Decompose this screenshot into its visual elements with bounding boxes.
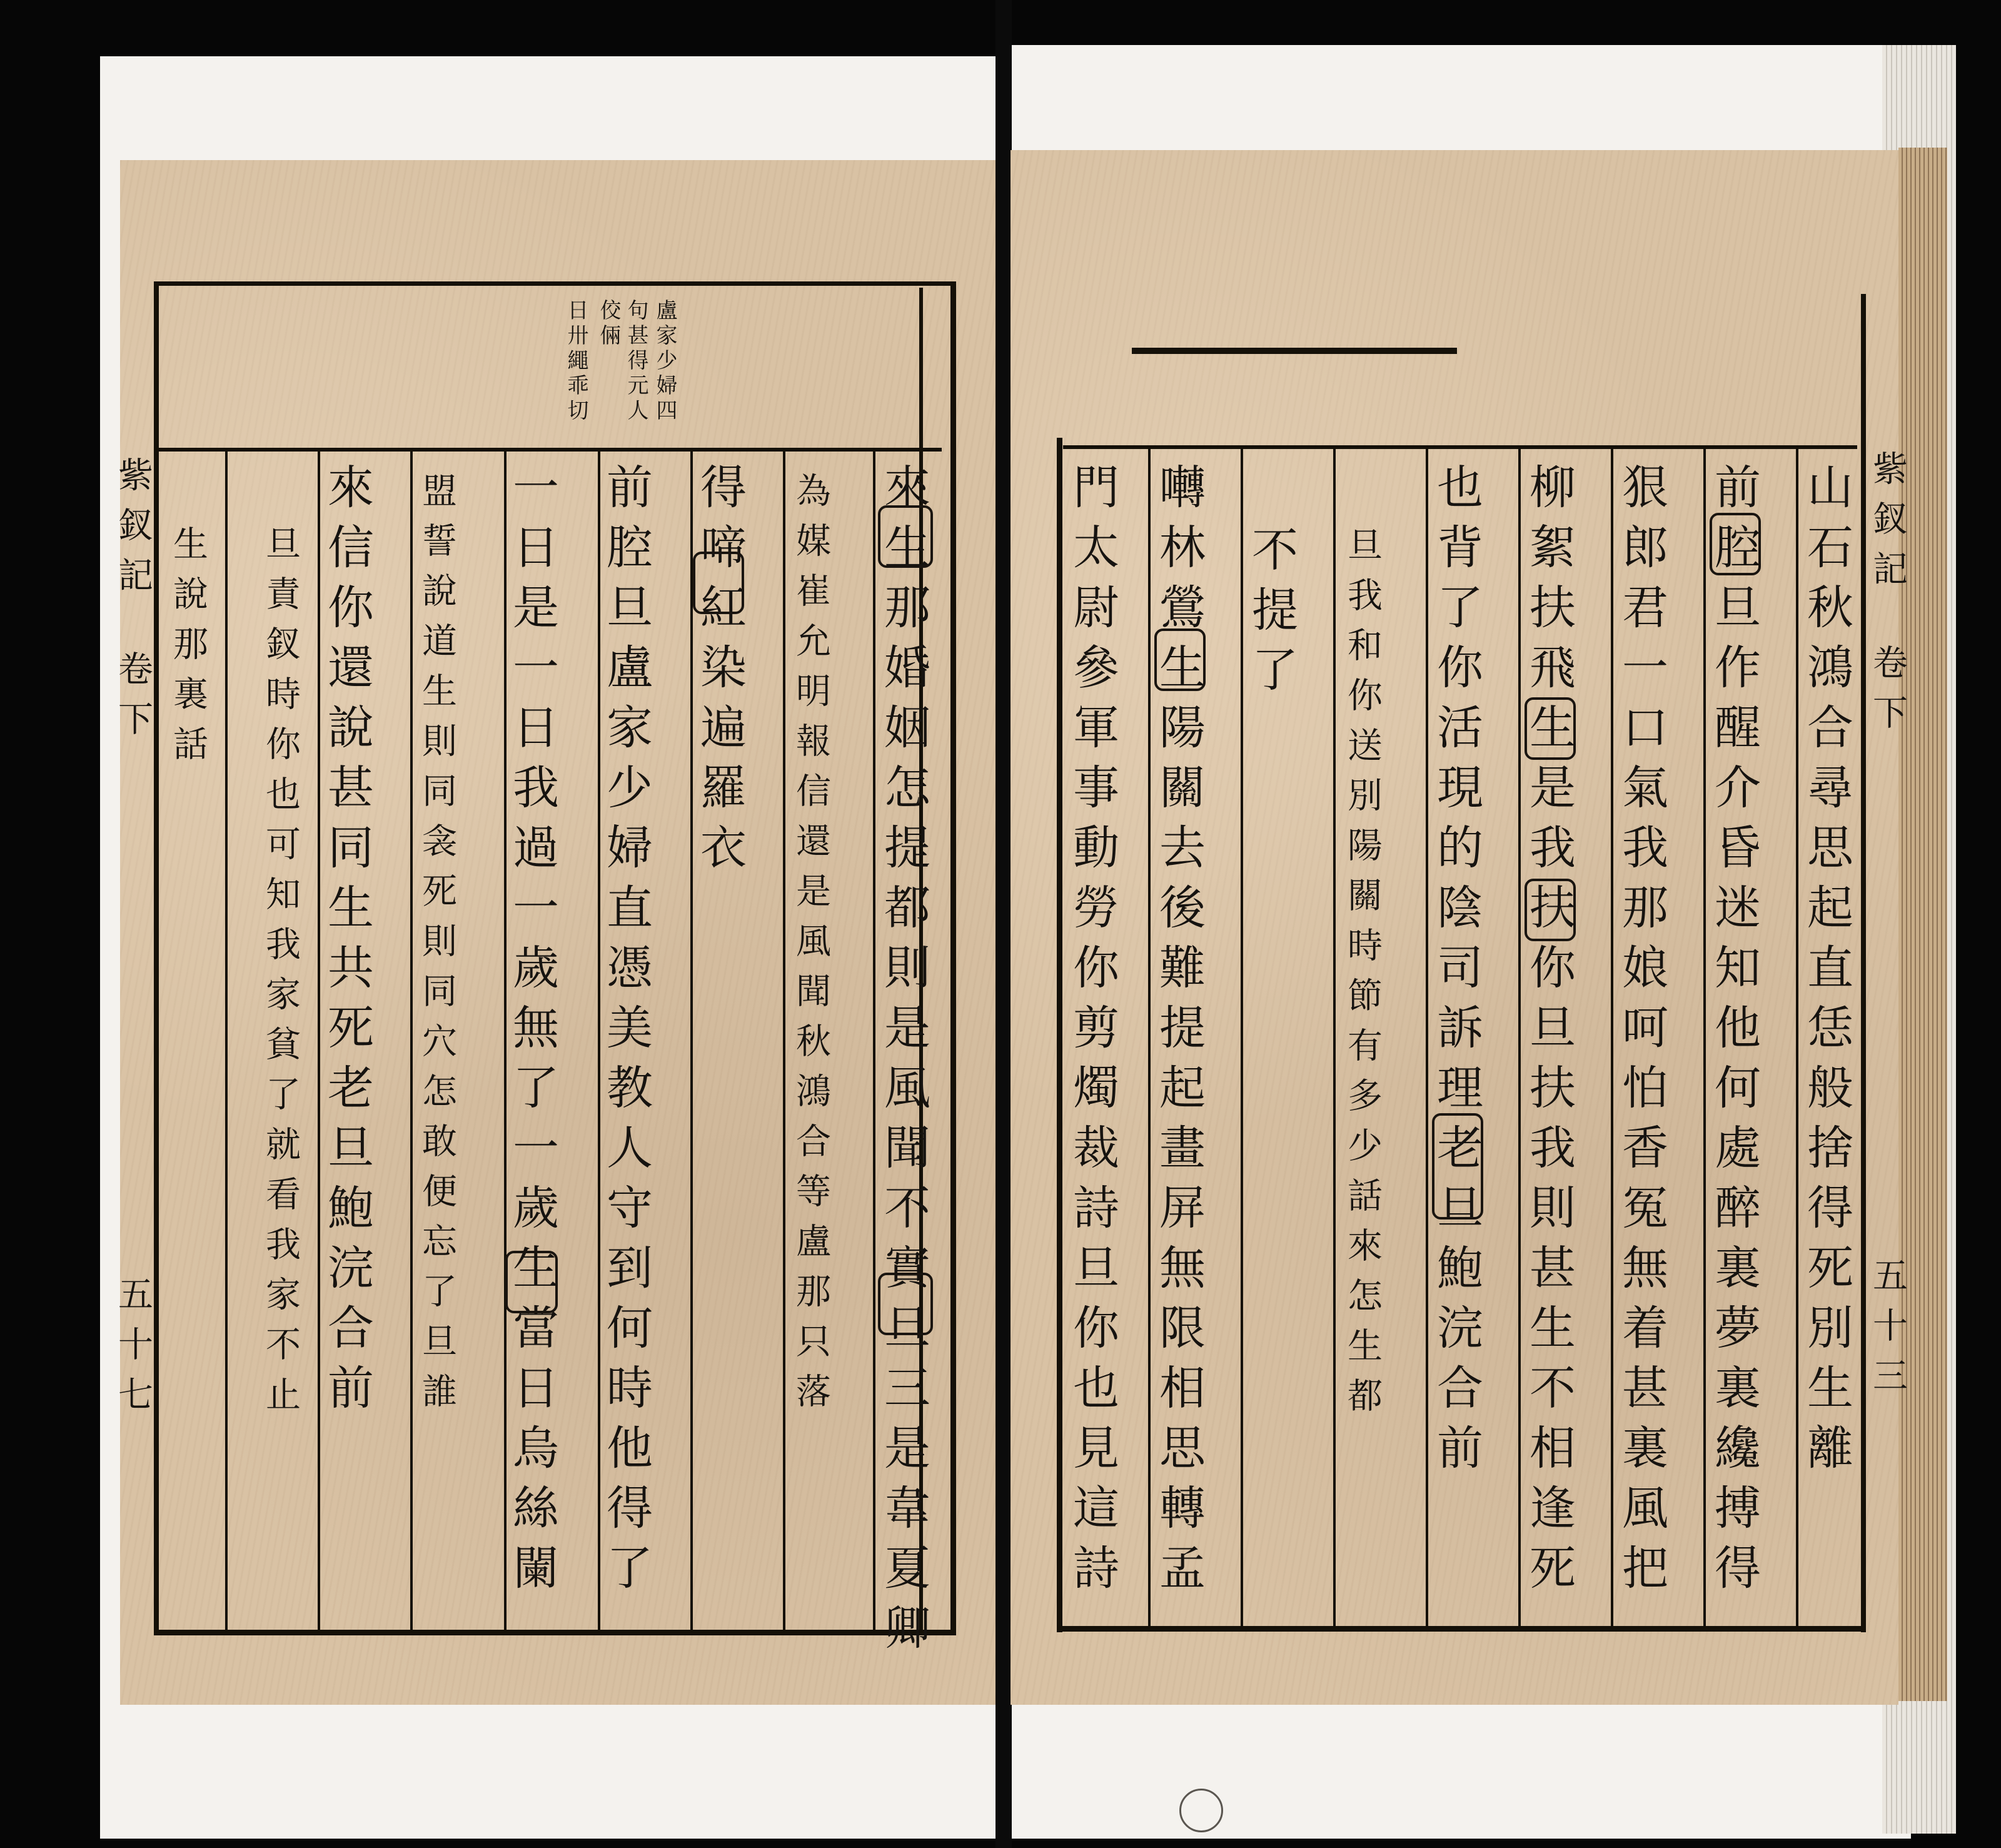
role-mark-dan-2 (693, 552, 744, 614)
right-col-9: 門太尉參軍事動勞你剪燭裁詩旦你也見這詩 (1066, 463, 1119, 1603)
right-frame-left (1057, 438, 1062, 1632)
role-mark-sheng (878, 505, 933, 568)
right-col-1: 山石秋鴻合尋思起直恁般捨得死別生離 (1800, 463, 1853, 1483)
left-col-6: 盟誓說道生則同衾死則同穴怎敢便忘了旦誰 (416, 472, 457, 1423)
right-col-8: 囀林鶯生陽關去後難提起畫屏無限相思轉孟 (1152, 463, 1206, 1603)
right-smudge-line (1132, 348, 1457, 354)
role-mark-dan (878, 1273, 933, 1335)
right-col-3: 狠郎君一口氣我那娘呵怕香冤無着甚裏風把 (1615, 463, 1668, 1603)
left-col-3: 得啼紅染遍羅衣 (693, 463, 747, 883)
right-frame-inner-top (1063, 445, 1857, 449)
role-mark-dan-r1 (1710, 513, 1761, 575)
role-mark-sheng-2 (505, 1251, 558, 1313)
left-col-4: 前腔旦盧家少婦直憑美教人守到何時他得了 (599, 463, 653, 1603)
left-frame-bottom (154, 1630, 954, 1635)
role-mark-sheng-r5 (1154, 629, 1206, 691)
right-center-volume: 卷下 (1867, 644, 1908, 744)
left-frame-left (154, 281, 159, 1635)
right-frame-right (1861, 294, 1866, 1632)
right-col-5: 也背了你活現的陰司訴理老旦鮑浣合前 (1429, 463, 1483, 1483)
right-col-2: 前腔旦作醒介昏迷知他何處醉裏夢裏纔搏得 (1707, 463, 1761, 1603)
left-frame-right (950, 281, 956, 1635)
right-col-4: 柳絮扶飛生是我扶你旦扶我則甚生不相逢死 (1522, 463, 1576, 1603)
role-mark-sheng-r2 (1525, 697, 1576, 760)
right-folio: 五十三 (1867, 1257, 1908, 1407)
left-center-volume: 卷下 (113, 650, 153, 750)
left-frame-upper-inner (154, 448, 942, 452)
left-col-1: 來生那婚姻怎提都則是風聞不實旦三是韋夏卿 (877, 463, 930, 1664)
right-col-7: 不提了 (1244, 525, 1298, 705)
left-center-title: 紫釵記 (113, 457, 153, 607)
left-col-9: 生說那裏話 (168, 525, 208, 775)
right-col-6: 旦我和你送別陽關時節有多少話來怎生都 (1342, 527, 1383, 1427)
left-col-2: 為媒崔允明報信還是風聞秋鴻合等盧那只落 (790, 472, 831, 1423)
head-note-line-3: 佼倆 (596, 299, 621, 349)
spine-gap (995, 0, 1012, 1848)
left-col-7: 來信你還說甚同生共死老旦鮑浣合前 (320, 463, 374, 1423)
right-page-fore-edge (1898, 148, 1947, 1701)
head-note-line-1: 盧家少婦四 (652, 299, 677, 424)
library-seal-stamp (1179, 1789, 1223, 1832)
left-folio: 五十七 (113, 1276, 153, 1426)
role-mark-laodan-r4 (1432, 1113, 1483, 1219)
role-mark-dan-r3 (1525, 879, 1576, 941)
head-note-line-2: 句甚得元人 (623, 299, 648, 424)
left-col-8: 旦責釵時你也可知我家貧了就看我家不止 (260, 525, 301, 1426)
right-center-title: 紫釵記 (1867, 450, 1908, 600)
left-col-5: 一日是一日我過一歲無了一歲生當日烏絲闌 (505, 463, 559, 1603)
left-frame-top (154, 281, 954, 286)
head-note-line-4: 日卅繩乖切 (563, 299, 588, 424)
right-frame-bottom (1057, 1626, 1863, 1632)
